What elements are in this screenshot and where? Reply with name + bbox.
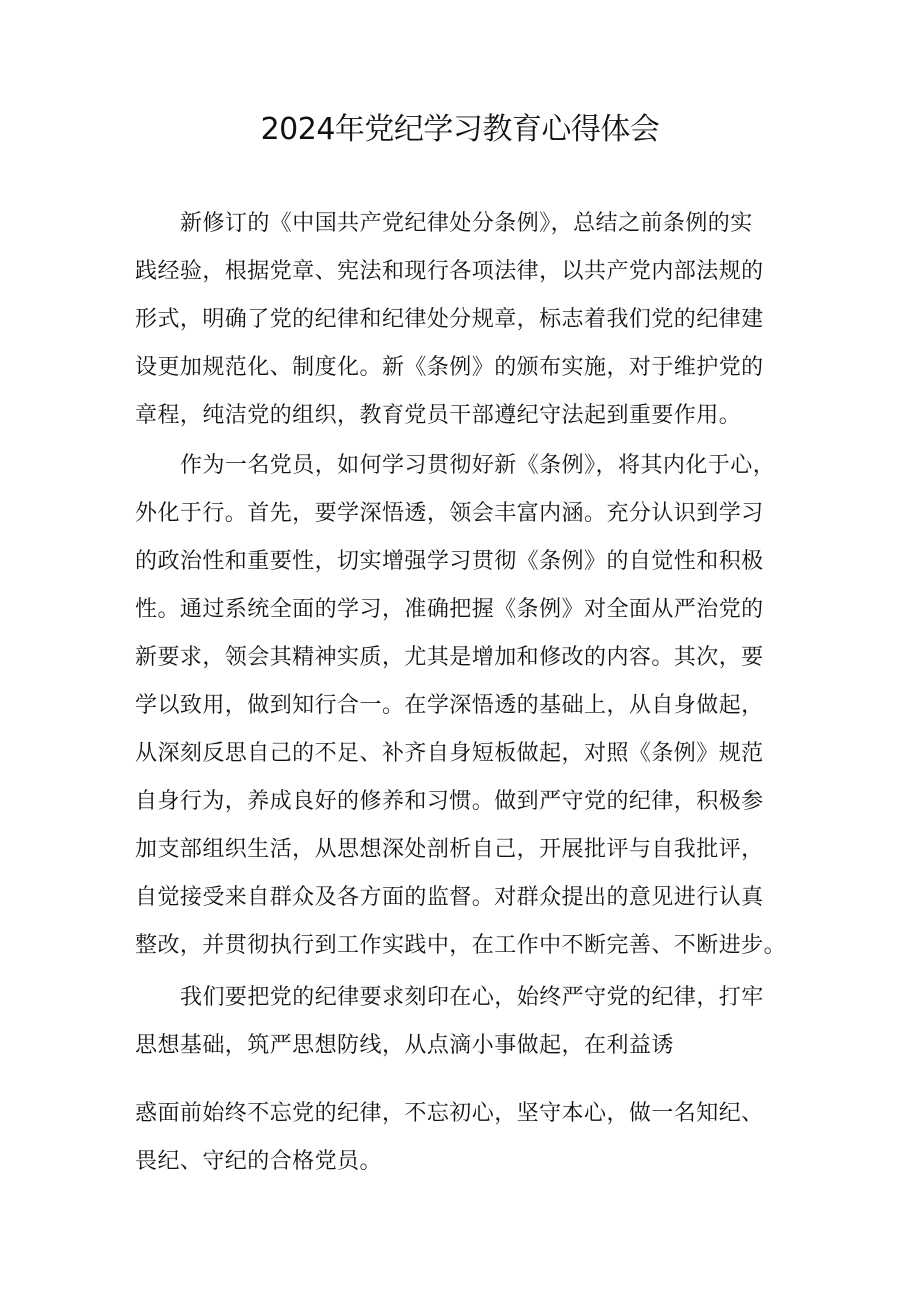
paragraph-1-line-5: 章程，纯洁党的组织，教育党员干部遵纪守法起到重要作用。 (135, 403, 742, 428)
paragraph-2-line-3: 的政治性和重要性，切实增强学习贯彻《条例》的自觉性和积极 (135, 549, 764, 574)
paragraph-2-line-6: 学以致用，做到知行合一。在学深悟透的基础上，从自身做起， (135, 693, 764, 718)
paragraph-2-line-2: 外化于行。首先，要学深悟透，领会丰富内涵。充分认识到学习 (135, 501, 764, 526)
paragraph-3-line-2: 思想基础，筑严思想防线，从点滴小事做起，在利益诱 (135, 1033, 674, 1058)
paragraph-2-line-1: 作为一名党员，如何学习贯彻好新《条例》，将其内化于心， (180, 453, 776, 478)
document-title: 2024年党纪学习教育心得体会 (260, 112, 660, 147)
paragraph-1-line-2: 践经验，根据党章、宪法和现行各项法律，以共产党内部法规的 (135, 259, 764, 284)
paragraph-3-line-1: 我们要把党的纪律要求刻印在心，始终严守党的纪律，打牢 (180, 985, 764, 1010)
paragraph-2-line-8: 自身行为，养成良好的修养和习惯。做到严守党的纪律，积极参 (135, 789, 764, 814)
paragraph-1-line-4: 设更加规范化、制度化。新《条例》的颁布实施，对于维护党的 (135, 355, 764, 380)
paragraph-3-line-3: 惑面前始终不忘党的纪律，不忘初心，坚守本心，做一名知纪、 (135, 1101, 764, 1126)
paragraph-1-line-1: 新修订的《中国共产党纪律处分条例》，总结之前条例的实 (180, 211, 753, 236)
paragraph-3-line-4: 畏纪、守纪的合格党员。 (135, 1149, 382, 1174)
paragraph-2-line-5: 新要求，领会其精神实质，尤其是增加和修改的内容。其次，要 (135, 645, 764, 670)
paragraph-2-line-7: 从深刻反思自己的不足、补齐自身短板做起，对照《条例》规范 (135, 741, 764, 766)
paragraph-1-line-3: 形式，明确了党的纪律和纪律处分规章，标志着我们党的纪律建 (135, 307, 764, 332)
paragraph-2-line-11: 整改，并贯彻执行到工作实践中，在工作中不断完善、不断进步。 (135, 933, 787, 958)
paragraph-2-line-9: 加支部组织生活，从思想深处剖析自己，开展批评与自我批评， (135, 837, 764, 862)
paragraph-2-line-4: 性。通过系统全面的学习，准确把握《条例》对全面从严治党的 (135, 597, 764, 622)
paragraph-2-line-10: 自觉接受来自群众及各方面的监督。对群众提出的意见进行认真 (135, 885, 764, 910)
